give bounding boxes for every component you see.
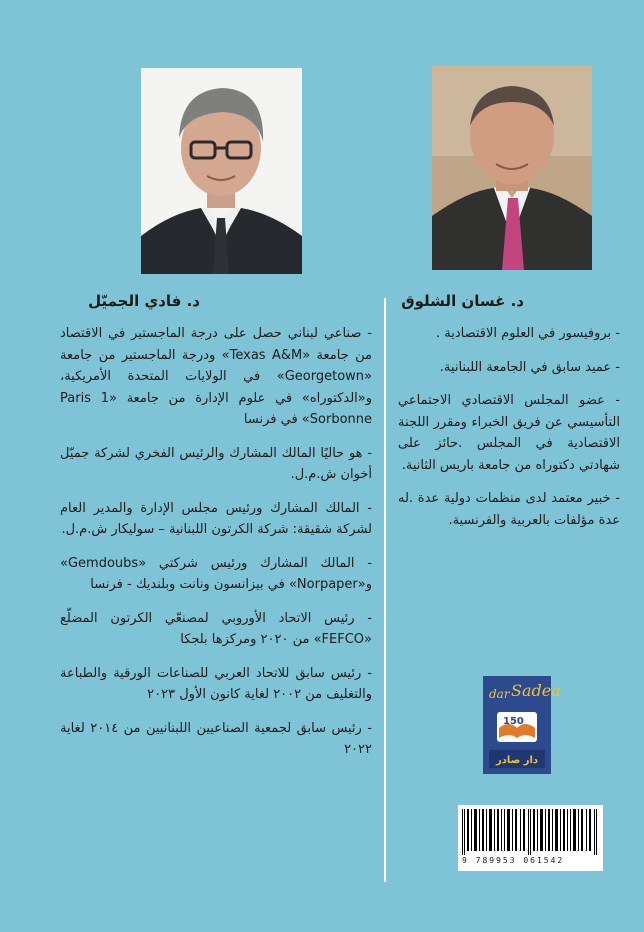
bio-item: - بروفيسور في العلوم الاقتصادية . <box>435 326 620 341</box>
bio-item: - عميد سابق في الجامعة اللبنانية. <box>439 359 620 375</box>
author-name-fadi: د. فادي الجميّل <box>88 292 200 310</box>
bio-ghassan <box>398 323 620 543</box>
author-photo-ghassan <box>432 66 592 270</box>
bio-item: - المالك المشارك ورئيس مجلس الإدارة والمدير العام لشركة شقيقة: شركة الكرتون اللبنانية – سوليكار ش.م.ل. <box>60 500 372 537</box>
isbn-number: 9 789953 061542 <box>462 856 565 865</box>
author-name-ghassan: د. غسان الشلوق <box>401 292 524 310</box>
bio-item: - عضو المجلس الاقتصادي الاجتماعي التأسيسي عن فريق الخبراء ومقرر اللجنة الاقتصادية في المجلس .حائز على شهادتي دكتوراه من جامعة باريس الثانية. <box>398 393 620 473</box>
svg-text:dar: dar <box>489 687 510 701</box>
author-photo-fadi <box>141 68 302 274</box>
bio-fadi <box>60 323 372 773</box>
svg-text:Sadea: Sadea <box>511 681 561 700</box>
column-divider <box>384 298 386 882</box>
svg-text:150: 150 <box>503 716 524 727</box>
bio-item: - خبير معتمد لدى منظمات دولية عدة .له عدة مؤلفات بالعربية والفرنسية. <box>398 491 620 528</box>
bio-item: - المالك المشارك ورئيس شركتي «Gemdoubs» و«Norpaper» في بيزانسون ونانت وبلنديك - فرنسا <box>60 555 372 592</box>
publisher-name: دار صادر <box>495 755 539 766</box>
publisher-logo <box>483 676 561 774</box>
bio-item: - رئيس سابق لجمعية الصناعيين اللبنانيين من ٢٠١٤ لغاية ٢٠٢٢ <box>60 720 372 757</box>
bio-item: - رئيس الاتحاد الأوروبي لمصنعّي الكرتون المضلّع «FEFCO» من ٢٠٢٠ ومركزها بلجكا <box>60 610 372 647</box>
bio-item: - صناعي لبناني حصل على درجة الماجستير في الاقتصاد من جامعة «Texas A&M» ودرجة الماجستير من جامعة «Georgetown» في الولايات المتحدة الأمريكية، و«الدكتوراه» في علوم الإدارة من جامعة «Paris 1 Sorbonne» في فرنسا <box>60 326 373 427</box>
bio-item: - هو حاليًا المالك المشارك والرئيس الفخري لشركة جميّل أخوان ش.م.ل. <box>60 445 372 482</box>
bio-item: - رئيس سابق للاتحاد العربي للصناعات الورقية والطباعة والتغليف من ٢٠٠٢ لغاية كانون الأول ٢٠٢٣ <box>60 665 372 702</box>
